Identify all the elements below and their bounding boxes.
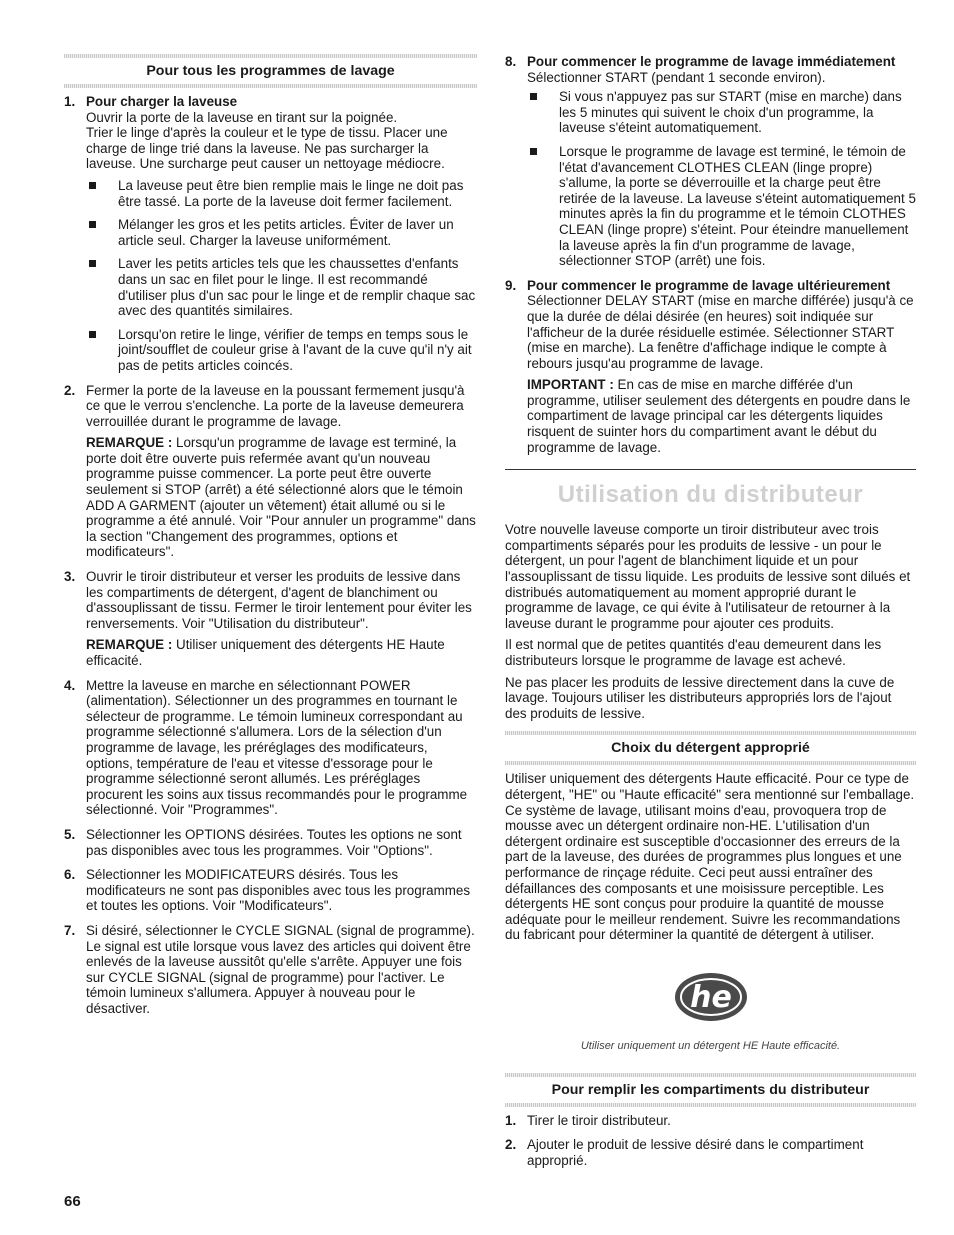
step-item: 3. Ouvrir le tiroir distributeur et verser les produits de lessive dans les compartiments de détergent, d'agent de blanchiment ou d'assouplissant de tissu. Fermer le tiroir lentement pour éviter les renversements. Voir "Utilisation du distributeur". REMARQUE : Utiliser uniquement des détergents HE Haute efficacité. <box>64 569 477 669</box>
left-column <box>64 54 477 1025</box>
step-item: 1. Pour charger la laveuse Ouvrir la porte de la laveuse en tirant sur la poignée. Trier le linge d'après la couleur et le type de tissu. Placer une charge de linge trié dans la laveuse. Ne pas surcharger la laveuse. Une surcharge peut causer un nettoyage médiocre. La laveuse peut être bien remplie mais le linge ne doit pas être tassé. La porte de la laveuse doit fermer facilement. Mélanger les gros et les petits articles. Éviter de laver un article seul. Charger la laveuse uniformément. Laver les petits articles tels que les chaussettes d'enfants dans un sac en filet pour le linge. Il est recommandé d'utiliser plus d'un sac pour le linge et de remplir chaque sac avec des quantités similaires. Lorsqu'on retire le linge, vérifier de temps en temps sous le joint/soufflet de couleur grise à l'avant de la cuve qu'il n'y ait pas de petits articles coincés. <box>64 94 476 373</box>
start-steps-list <box>505 54 916 455</box>
step-item: 6. Sélectionner les MODIFICATEURS désirés. Tous les modificateurs ne sont pas disponibles avec tous les programmes et toutes les options. Voir "Modificateurs". <box>64 867 471 914</box>
subsection-header: Pour remplir les compartiments du distributeur <box>551 1081 870 1098</box>
logo-caption: Utiliser uniquement un détergent HE Haute efficacité. <box>580 1039 841 1052</box>
step-item: 9. Pour commencer le programme de lavage ultérieurement Sélectionner DELAY START (mise en marche différée) jusqu'à ce que la durée de délai désirée (en heures) soit indiquée sur l'afficheur de la durée résiduelle estimée. Sélectionner START (mise en marche). La fenêtre d'affichage indique le compte à rebours jusqu'au programme de lavage. IMPORTANT : En cas de mise en marche différée d'un programme, utiliser seulement des détergents en poudre dans le compartiment de lavage principal car les détergents liquides risquent de suinter hors du compartiment avant le début du programme de lavage. <box>505 278 916 456</box>
divider <box>505 469 916 470</box>
section-title: Utilisation du distributeur <box>557 481 864 509</box>
step-item: 1. Tirer le tiroir distributeur. <box>505 1112 671 1128</box>
bullet-item: Mélanger les gros et les petits articles. Éviter de laver un article seul. Charger la laveuse uniformément. <box>86 217 477 248</box>
right-column: 8. Pour commencer le programme de lavage immédiatement Sélectionner START (pendant 1 seconde environ). Si vous n'appuyez pas sur START (mise en marche) dans les 5 minutes qui suivent le choix d'un programme, la laveuse s'éteint automatiquement. Lorsque le programme de lavage est terminé, le témoin de l'état d'avancement CLOTHES CLEAN (linge propre) s'allume, la porte se déverrouille et la charge peut être retirée de la laveuse. La laveuse s'éteint automatiquement 5 minutes après la fin du programme et le témoin CLOTHES CLEAN (linge propre) s'éteint. Pour éteindre manuellement la laveuse après la fin d'un programme de lavage, sélectionner STOP (arrêt) une fois. 9. Pour commencer le programme de lavage ultérieurement Sélectionner DELAY START (mise en marche différée) jusqu'à ce que la durée de délai désirée (en heures) soit indiquée sur l'afficheur de la durée résiduelle estimée. Sélectionner START (mise en marche). La fenêtre d'affichage indique le compte à rebours jusqu'au programme de lavage. IMPORTANT : En cas de mise en marche différée d'un programme, utiliser seulement des détergents en poudre dans le compartiment de lavage principal car les détergents liquides risquent de suinter hors du compartiment avant le début du programme de lavage. Utilisation du distributeur Votre nouvelle laveuse comporte un tiroir distributeur avec trois compartiments séparés pour les produits de lessive - un pour le détergent, un pour l'agent de blanchiment liquide et un pour l'assouplissant de tissu liquide. Les produits de lessive sont dilués et distribués automatiquement au moment approprié durant le programme de lavage, ce qui évite à l'utilisateur de retourner à la laveuse durant le programme pour ajouter ces produits. Il est normal que de petites quantités d'eau demeurent dans les distributeurs lorsque le programme de lavage est achevé. Ne pas placer les produits de lessive directement dans la cuve de lavage. Toujours utiliser les distributeurs appropriés lors de l'ajout des produits de lessive. Choix du détergent approprié Utiliser uniquement des détergents Haute efficacité. Pour ce type de détergent, "HE" ou "Haute efficacité" sera mentionné sur l'emballage. Ce système de lavage, utilisant moins d'eau, provoquera trop de mousse avec un détergent ordinaire non-HE. L'utilisation d'un détergent ordinaire est susceptible d'occasionner des erreurs de la part de la laveuse, des durées de programmes plus longues et une performance de rinçage réduite. Ceci peut aussi entraîner des défaillances des composants et une moisissure perceptible. Les détergents HE sont conçus pour produire la quantité de mousse adéquate pour le meilleur rendement. Suivre les recommandations du fabricant pour déterminer la quantité de détergent à utiliser. he Utiliser uniquement un détergent HE Haute efficacité. Pour remplir les compartiments du distributeur 1. Tirer le tiroir distributeur. 2. Ajouter le produit de lessive désiré dans le compartiment approprié. <box>505 54 916 1168</box>
bullet-item: Lorsqu'on retire le linge, vérifier de temps en temps sous le joint/soufflet de couleur grise à l'avant de la cuve qu'il n'y ait pas de petits articles coincés. <box>86 327 477 374</box>
note: REMARQUE : Lorsqu'un programme de lavage est terminé, la porte doit être ouverte puis refermée avant qu'un nouveau programme puisse commencer. La porte peut être ouverte seulement si STOP (arrêt) a été sélectionné alors que le témoin ADD A GARMENT (ajouter un vêtement) était allumé ou si le programme a été annulé. Voir "Pour annuler un programme" dans la section "Changement des programmes, options et modificateurs". <box>86 435 476 560</box>
bullet-item: Si vous n'appuyez pas sur START (mise en marche) dans les 5 minutes qui suivent le choix d'un programme, la laveuse s'éteint automatiquement. <box>527 89 916 136</box>
step-item: 8. Pour commencer le programme de lavage immédiatement Sélectionner START (pendant 1 seconde environ). Si vous n'appuyez pas sur START (mise en marche) dans les 5 minutes qui suivent le choix d'un programme, la laveuse s'éteint automatiquement. Lorsque le programme de lavage est terminé, le témoin de l'état d'avancement CLOTHES CLEAN (linge propre) s'allume, la porte se déverrouille et la charge peut être retirée de la laveuse. La laveuse s'éteint automatiquement 5 minutes après la fin du programme et le témoin CLOTHES CLEAN (linge propre) s'éteint. Pour éteindre manuellement la laveuse après la fin d'un programme de lavage, sélectionner STOP (arrêt) une fois. <box>505 54 916 269</box>
step-item: 7. Si désiré, sélectionner le CYCLE SIGNAL (signal de programme). Le signal est utile lorsque vous lavez des articles qui doivent être enlevés de la laveuse aussitôt qu'elle s'arrête. Appuyer une fois sur CYCLE SIGNAL (signal de programme) pour l'activer. Le témoin lumineux s'allumera. Appuyer à nouveau pour le désactiver. <box>64 922 475 1016</box>
subsection-header: Choix du détergent approprié <box>611 740 810 757</box>
step-title: Pour commencer le programme de lavage immédiatement <box>527 54 896 69</box>
he-logo-icon <box>505 965 916 1029</box>
bullet-list <box>527 89 916 269</box>
step-item: 2. Fermer la porte de la laveuse en la poussant fermement jusqu'à ce que le verrou s'enclenche. La porte de la laveuse demeurera verrouillée durant le programme de lavage. REMARQUE : Lorsqu'un programme de lavage est terminé, la porte doit être ouverte puis refermée avant qu'un nouveau programme puisse commencer. La porte peut être ouverte seulement si STOP (arrêt) a été sélectionné alors que le témoin ADD A GARMENT (ajouter un vêtement) était allumé ou si le programme a été annulé. Voir "Pour annuler un programme" dans la section "Changement des programmes, options et modificateurs". <box>64 382 476 560</box>
header-band-detergent <box>505 731 916 765</box>
note: IMPORTANT : En cas de mise en marche différée d'un programme, utiliser seulement des détergents en poudre dans le compartiment de lavage principal car les détergents liquides risquent de suinter hors du compartiment avant le début du programme de lavage. <box>527 377 911 455</box>
wash-steps-list <box>64 94 477 1016</box>
svg-text:he: he <box>689 979 732 1015</box>
step-title: Pour charger la laveuse <box>86 94 238 109</box>
step-item: 4. Mettre la laveuse en marche en sélectionnant POWER (alimentation). Sélectionner un des programmes en tournant le sélecteur de programme. Le témoin lumineux correspondant au programme sélectionné s'allumera. Lors de la sélection d'un programme de lavage, les préréglages des modificateurs, options, température de l'eau et vitesse d'essorage pour le programme sélectionné seront allumés. Les préréglages procurent les soins aux tissus recommandés pour le programme sélectionné. Voir "Programmes". <box>64 677 468 818</box>
fill-steps-list <box>505 1113 916 1169</box>
step-item: 5. Sélectionner les OPTIONS désirées. Toutes les options ne sont pas disponibles avec tous les programmes. Voir "Options". <box>64 826 462 858</box>
step-title: Pour commencer le programme de lavage ultérieurement <box>527 277 891 293</box>
bullet-item: Laver les petits articles tels que les chaussettes d'enfants dans un sac en filet pour le linge. Il est recommandé d'utiliser plus d'un sac pour le linge et de remplir chaque sac avec des quantités similaires. <box>86 256 477 318</box>
page-number: 66 <box>64 1193 81 1210</box>
bullet-item: La laveuse peut être bien remplie mais le linge ne doit pas être tassé. La porte de la laveuse doit fermer facilement. <box>86 178 477 209</box>
bullet-list <box>86 178 477 374</box>
header-band-fill <box>505 1073 916 1107</box>
header-band-programs <box>64 54 477 88</box>
bullet-item: Lorsque le programme de lavage est terminé, le témoin de l'état d'avancement CLOTHES CLEAN (linge propre) s'allume, la porte se déverrouille et la charge peut être retirée de la laveuse. La laveuse s'éteint automatiquement 5 minutes après la fin du programme et le témoin CLOTHES CLEAN (linge propre) s'éteint. Pour éteindre manuellement la laveuse après la fin d'un programme de lavage, sélectionner STOP (arrêt) une fois. <box>527 144 916 269</box>
section-header: Pour tous les programmes de lavage <box>146 63 395 79</box>
step-item: 2. Ajouter le produit de lessive désiré dans le compartiment approprié. <box>505 1137 864 1168</box>
note: REMARQUE : Utiliser uniquement des détergents HE Haute efficacité. <box>86 637 445 668</box>
